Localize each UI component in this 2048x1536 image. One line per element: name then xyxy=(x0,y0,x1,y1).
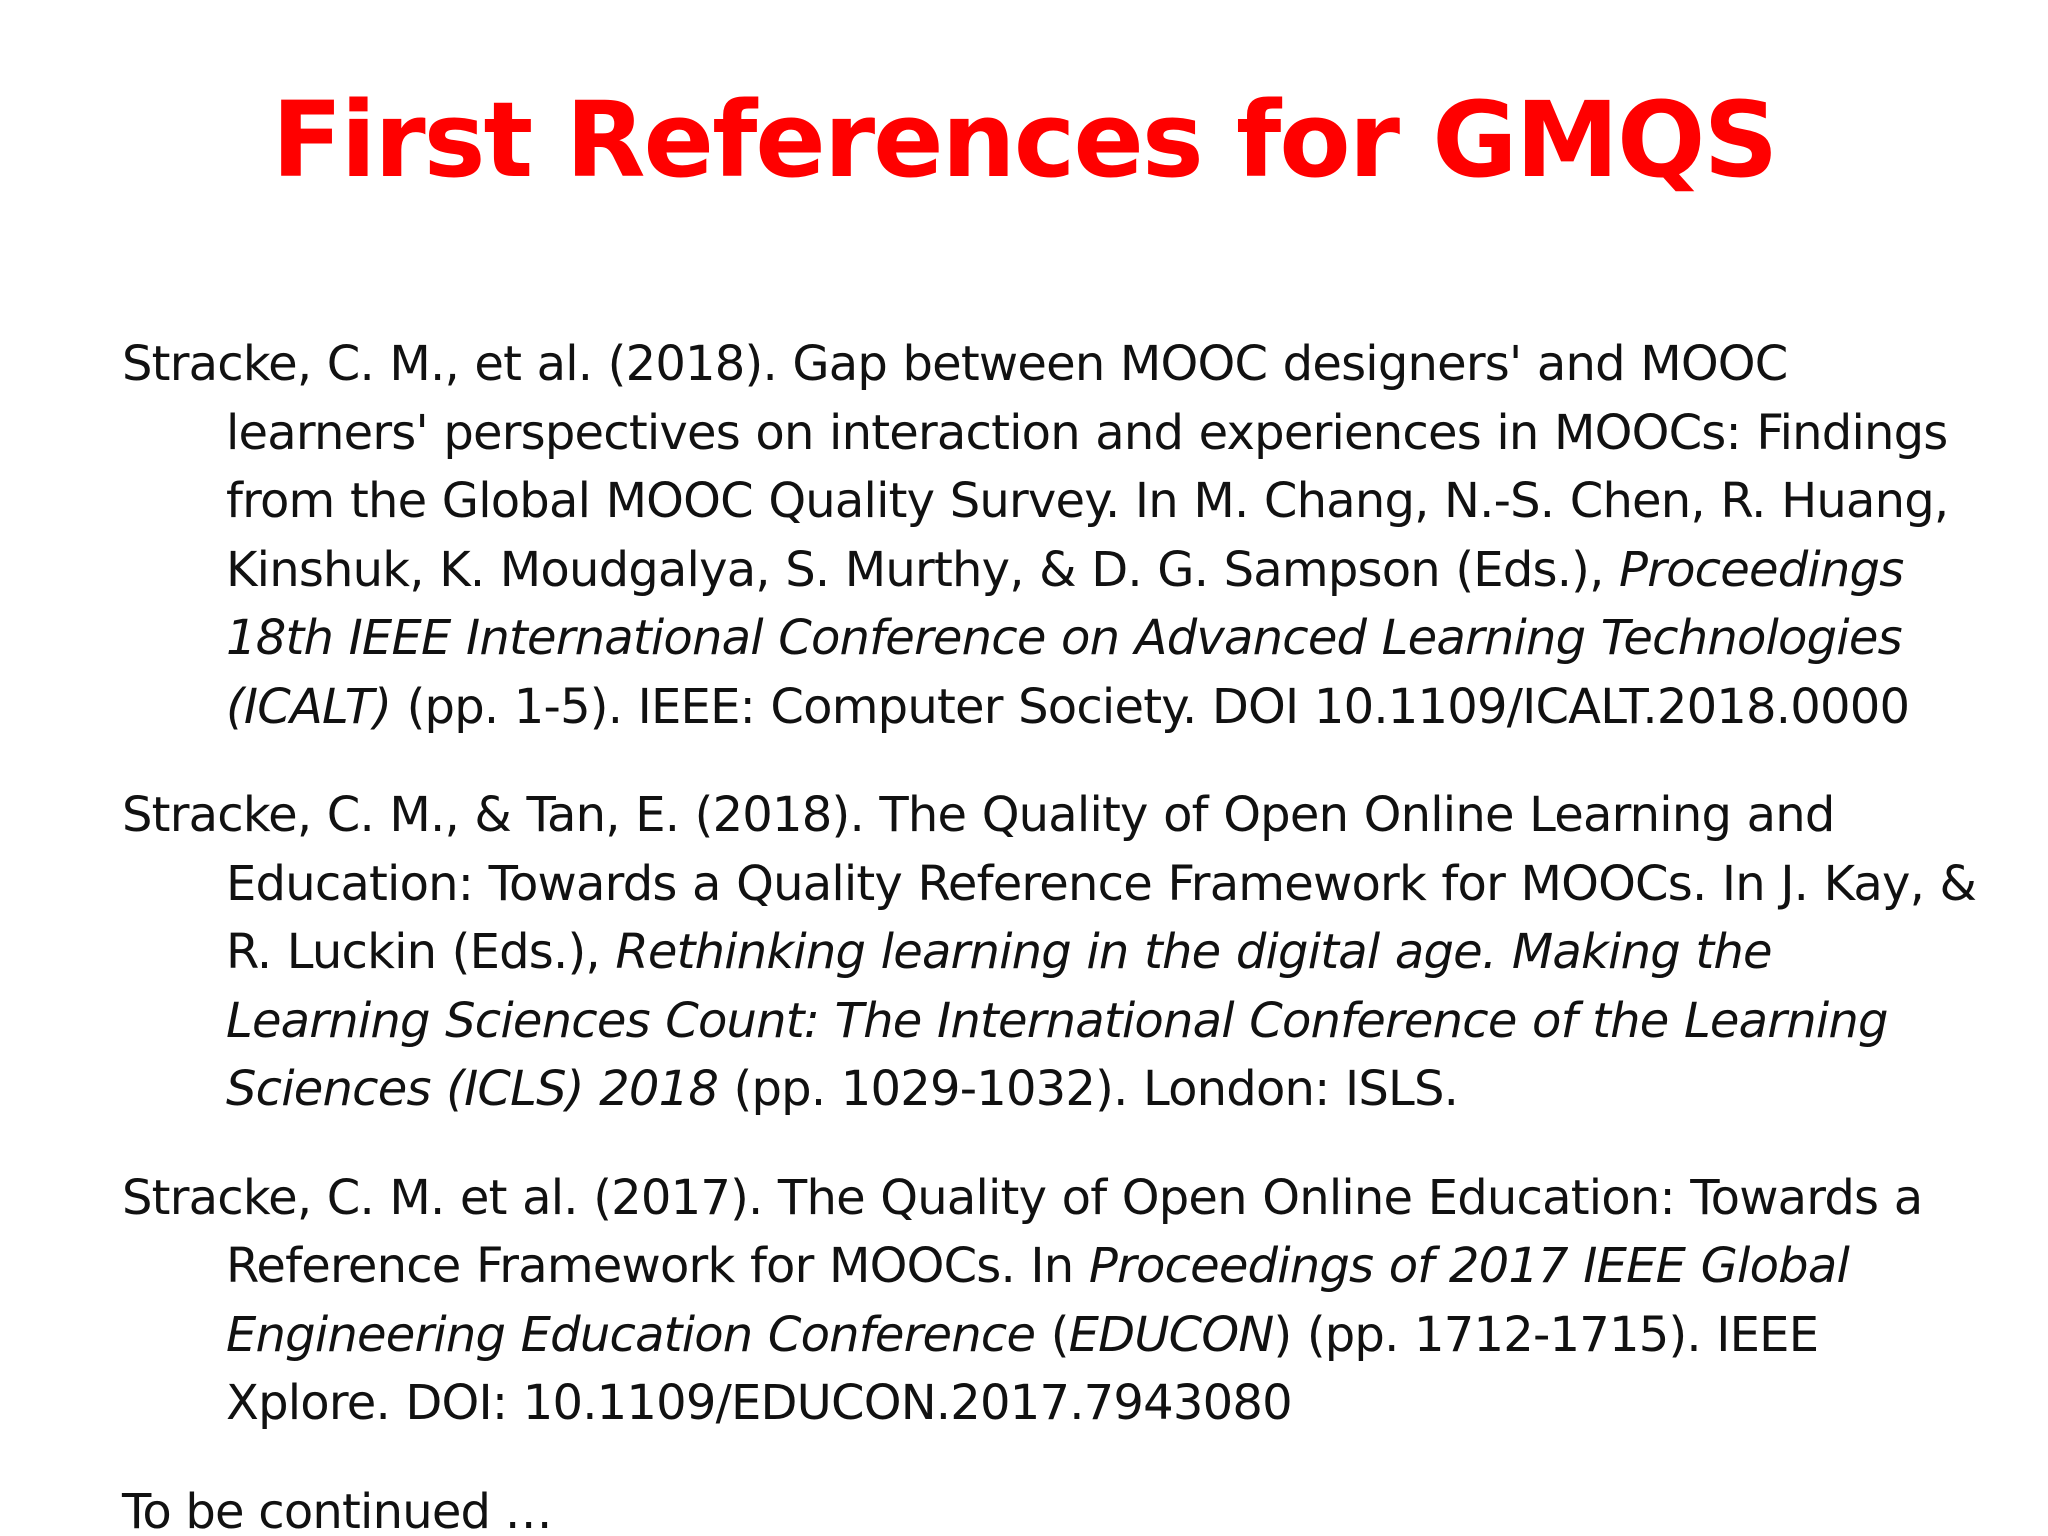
reference-text: ( xyxy=(1035,1306,1069,1363)
reference-text: Stracke, C. M., et al. (2018). Gap between MOOC designers' and MOOC learners' perspectives on interaction and experiences in MOOCs: Findings from the Global MOOC Quality Survey. In M. Chang, N.-S. Chen, R. Huang, Kinshuk, K. Moudgalya, S. Murthy, & D. G. Sampson (Eds.), xyxy=(122,336,1949,598)
reference-item xyxy=(122,1164,1982,1438)
continued-note: To be continued … xyxy=(122,1483,552,1536)
slide-title: First References for GMQS xyxy=(271,79,1777,201)
reference-text: (pp. 1-5). IEEE: Computer Society. DOI 10.1109/ICALT.2018.0000 xyxy=(391,678,1910,735)
reference-item xyxy=(122,781,1982,1124)
reference-list xyxy=(122,330,1982,1536)
reference-text: Stracke, C. M., & Tan, E. (2018). The Quality of Open Online Learning and Education: Towards a Quality Reference Framework for MOOCs. In J. Kay, & R. Luckin (Eds.), xyxy=(122,787,1977,980)
reference-source-italic: Rethinking learning in the digital age. Making the Learning Sciences Count: The International Conference of the Learning Sciences (ICLS) 2018 xyxy=(226,924,1888,1117)
reference-item xyxy=(122,330,1982,741)
reference-text: Stracke, C. M. et al. (2017). The Quality of Open Online Education: Towards a Reference Framework for MOOCs. In xyxy=(122,1169,1923,1294)
reference-text: ) (pp. 1712-1715). IEEE Xplore. DOI: 10.1109/EDUCON.2017.7943080 xyxy=(226,1306,1819,1431)
reference-source-italic: Proceedings of 2017 IEEE Global Engineering Education Conference xyxy=(226,1238,1849,1363)
reference-text: (pp. 1029-1032). London: ISLS. xyxy=(718,1061,1459,1117)
reference-source-italic: EDUCON xyxy=(1068,1306,1274,1363)
reference-source-italic: Proceedings 18th IEEE International Conference on Advanced Learning Technologies (ICALT) xyxy=(226,541,1904,735)
